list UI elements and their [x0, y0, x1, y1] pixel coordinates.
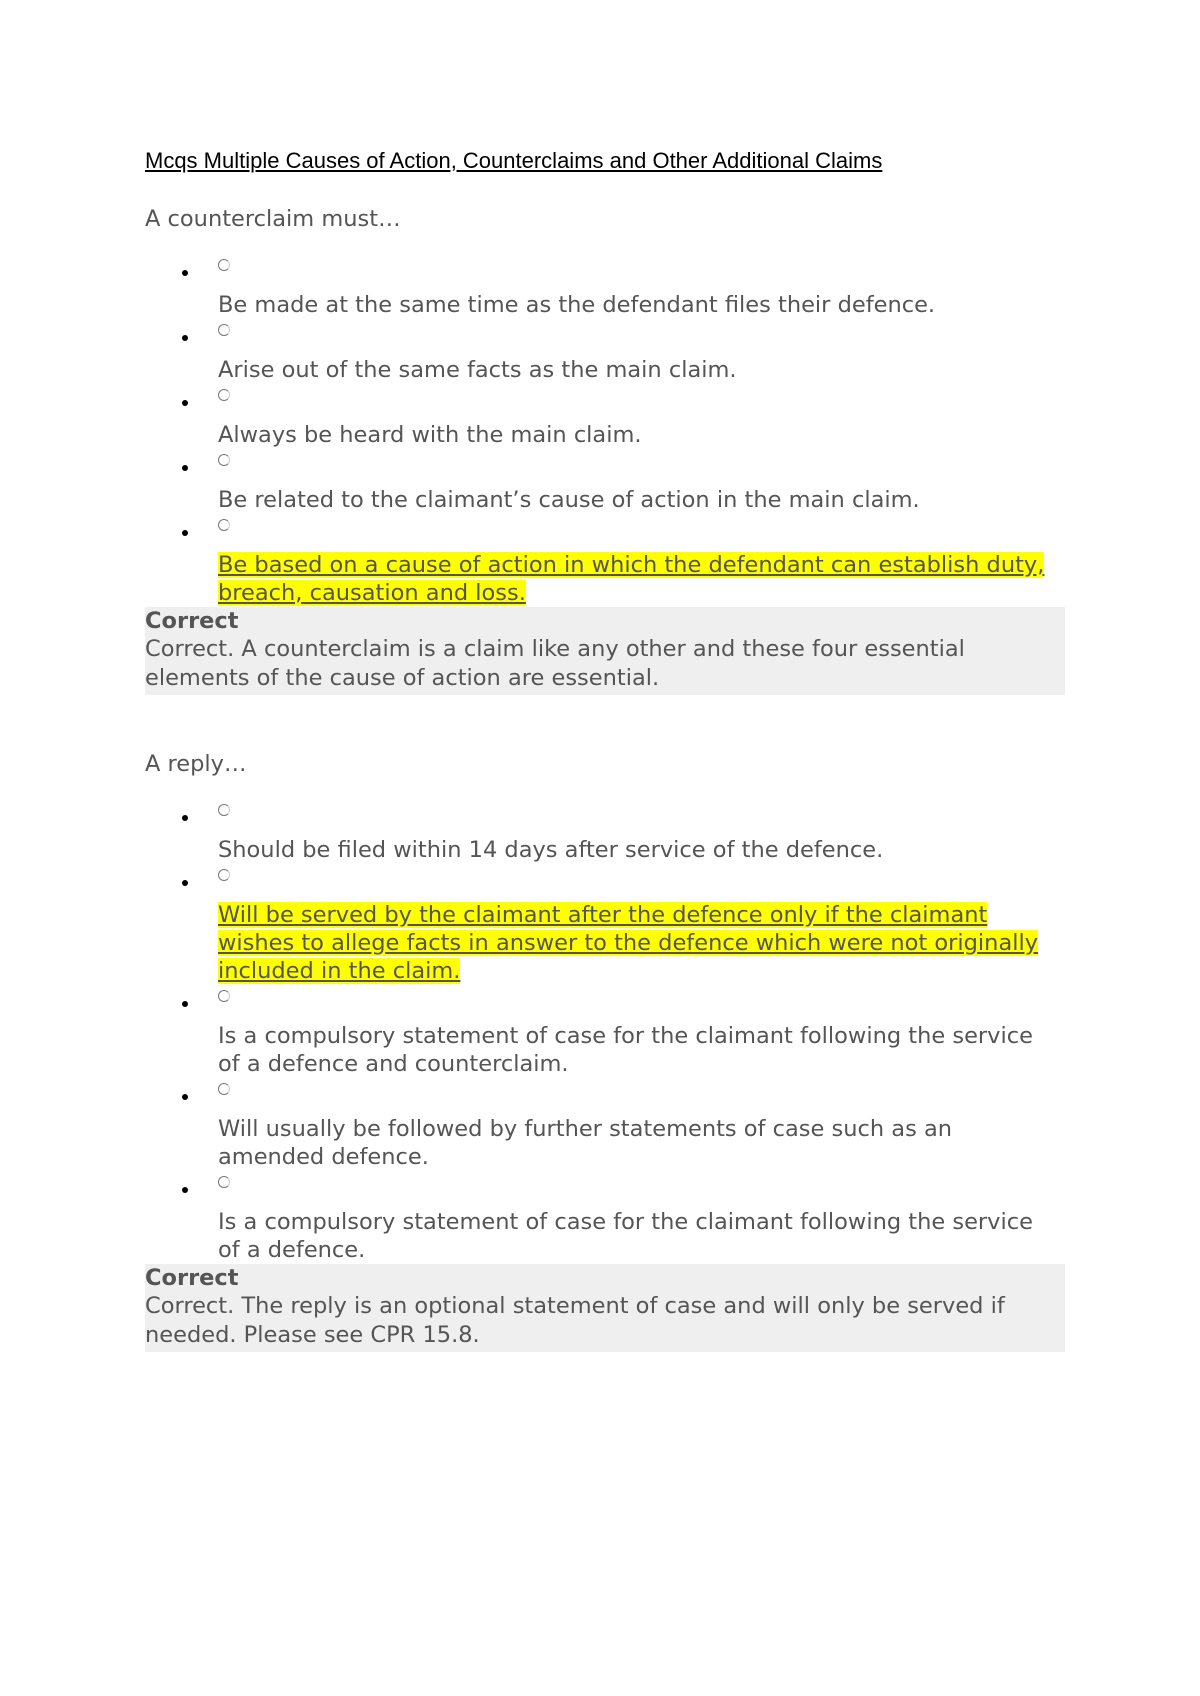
- question-prompt: A reply…: [145, 751, 247, 777]
- option-text: Always be heard with the main claim.: [218, 422, 642, 448]
- radio-button-icon[interactable]: [218, 990, 230, 1002]
- bullet-icon: [182, 465, 188, 471]
- radio-button-icon[interactable]: [218, 454, 230, 466]
- bullet-icon: [182, 335, 188, 341]
- option-item: [145, 259, 1065, 319]
- option-item: [145, 990, 1065, 1078]
- radio-button-icon[interactable]: [218, 1083, 230, 1095]
- option-item: [145, 324, 1065, 384]
- option-text: Is a compulsory statement of case for the claimant following the service of a defence and counterclaim.: [218, 1023, 1033, 1077]
- option-text: Is a compulsory statement of case for the claimant following the service of a defence.: [218, 1209, 1033, 1263]
- radio-button-icon[interactable]: [218, 519, 230, 531]
- question-2: [145, 750, 1065, 1352]
- feedback-text: Correct. A counterclaim is a claim like any other and these four essential elements of the cause of action are essential.: [145, 636, 965, 691]
- radio-button-icon[interactable]: [218, 1176, 230, 1188]
- answer-options: [145, 804, 1065, 1264]
- question-1: [145, 205, 1065, 695]
- feedback-text: Correct. The reply is an optional statement of case and will only be served if needed. Please see CPR 15.8.: [145, 1293, 1005, 1348]
- bullet-icon: [182, 1187, 188, 1193]
- bullet-icon: [182, 530, 188, 536]
- option-item-correct: [145, 869, 1065, 985]
- page-title: Mcqs Multiple Causes of Action, Counterclaims and Other Additional Claims: [145, 148, 883, 173]
- radio-button-icon[interactable]: [218, 804, 230, 816]
- bullet-icon: [182, 400, 188, 406]
- radio-button-icon[interactable]: [218, 259, 230, 271]
- feedback-box: [145, 607, 1065, 695]
- option-item: [145, 1176, 1065, 1264]
- option-text: Be related to the claimant’s cause of action in the main claim.: [218, 487, 920, 513]
- option-item: [145, 454, 1065, 514]
- radio-button-icon[interactable]: [218, 869, 230, 881]
- option-item: [145, 1083, 1065, 1171]
- option-item-correct: [145, 519, 1065, 607]
- bullet-icon: [182, 1094, 188, 1100]
- answer-options: [145, 259, 1065, 607]
- feedback-box: [145, 1264, 1065, 1352]
- option-text: Should be filed within 14 days after service of the defence.: [218, 837, 884, 863]
- highlighted-correct-answer: Will be served by the claimant after the defence only if the claimant wishes to allege facts in answer to the defence which were not originally included in the claim.: [218, 902, 1039, 984]
- option-text: Arise out of the same facts as the main claim.: [218, 357, 737, 383]
- highlighted-correct-answer: Be based on a cause of action in which the defendant can establish duty, breach, causation and loss.: [218, 552, 1045, 606]
- feedback-title: Correct: [145, 608, 239, 634]
- option-text: Will usually be followed by further statements of case such as an amended defence.: [218, 1116, 952, 1170]
- bullet-icon: [182, 1001, 188, 1007]
- bullet-icon: [182, 270, 188, 276]
- radio-button-icon[interactable]: [218, 324, 230, 336]
- feedback-title: Correct: [145, 1265, 239, 1291]
- radio-button-icon[interactable]: [218, 389, 230, 401]
- question-prompt: A counterclaim must…: [145, 206, 401, 232]
- bullet-icon: [182, 880, 188, 886]
- option-item: [145, 389, 1065, 449]
- bullet-icon: [182, 815, 188, 821]
- option-item: [145, 804, 1065, 864]
- option-text: Be made at the same time as the defendant files their defence.: [218, 292, 936, 318]
